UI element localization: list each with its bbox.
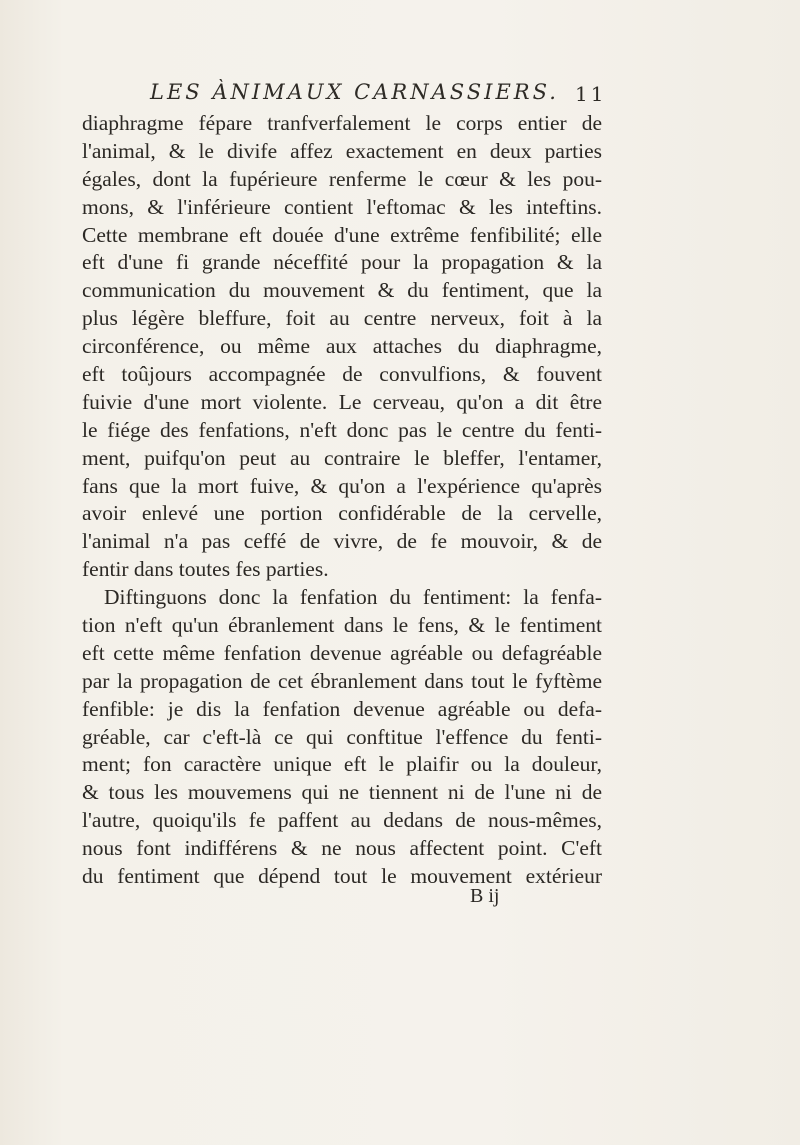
paragraph-end-line: fentir dans toutes fes parties. — [82, 557, 329, 582]
text-line: eft d'une fi grande néceffité pour la propagation & la — [82, 250, 602, 275]
text-line: eft toûjours accompagnée de convulfions, & fouvent — [82, 362, 602, 387]
text-line: ment; fon caractère unique eft le plaifir ou la douleur, — [82, 752, 602, 777]
text-line: ment, puifqu'on peut au contraire le bleffer, l'entamer, — [82, 445, 602, 470]
text-line: par la propagation de cet ébranlement dans tout le fyftème — [82, 668, 602, 693]
text-line: plus légère bleffure, foit au centre nerveux, foit à la — [82, 306, 602, 331]
paragraph-start-line: Diftinguons donc la fenfation du fentiment: la fenfa- — [104, 585, 602, 610]
text-line: du fentiment que dépend tout le mouvement extérieur — [82, 864, 602, 889]
text-line: communication du mouvement & du fentiment, que la — [82, 278, 602, 303]
text-line: nous font indifférens & ne nous affectent point. C'eft — [82, 836, 602, 861]
text-line: l'animal n'a pas ceffé de vivre, de fe mouvoir, & de — [82, 529, 602, 554]
text-line: Cette membrane eft douée d'une extrême fenfibilité; elle — [82, 222, 602, 247]
text-line: tion n'eft qu'un ébranlement dans le fens, & le fentiment — [82, 613, 602, 638]
text-line: fans que la mort fuive, & qu'on a l'expérience qu'après — [82, 473, 602, 498]
body-text — [82, 110, 602, 891]
text-line: circonférence, ou même aux attaches du diaphragme, — [82, 334, 602, 359]
text-line: & tous les mouvemens qui ne tiennent ni de l'une ni de — [82, 780, 602, 805]
text-line: fenfible: je dis la fenfation devenue agréable ou defa- — [82, 696, 602, 721]
text-line: avoir enlevé une portion confidérable de la cervelle, — [82, 501, 602, 526]
text-line: diaphragme fépare tranfverfalement le corps entier de — [82, 111, 602, 135]
text-line: fuivie d'une mort violente. Le cerveau, qu'on a dit être — [82, 389, 602, 414]
text-line: l'autre, quoiqu'ils fe paffent au dedans de nous-mêmes, — [82, 808, 602, 833]
signature-mark: B ij — [470, 885, 500, 907]
text-line: égales, dont la fupérieure renferme le cœur & les pou- — [82, 166, 602, 191]
text-line: gréable, car c'eft-là ce qui conftitue l'effence du fenti- — [82, 724, 602, 749]
text-line: l'animal, & le divife affez exactement en deux parties — [82, 138, 602, 163]
text-line: le fiége des fenfations, n'eft donc pas le centre du fenti- — [82, 417, 602, 442]
page-number: 11 — [575, 82, 607, 106]
running-title: LES ÀNIMAUX CARNASSIERS. — [150, 80, 559, 104]
text-line: eft cette même fenfation devenue agréable ou defagréable — [82, 640, 602, 665]
text-line: mons, & l'inférieure contient l'eftomac & les inteftins. — [82, 194, 602, 219]
